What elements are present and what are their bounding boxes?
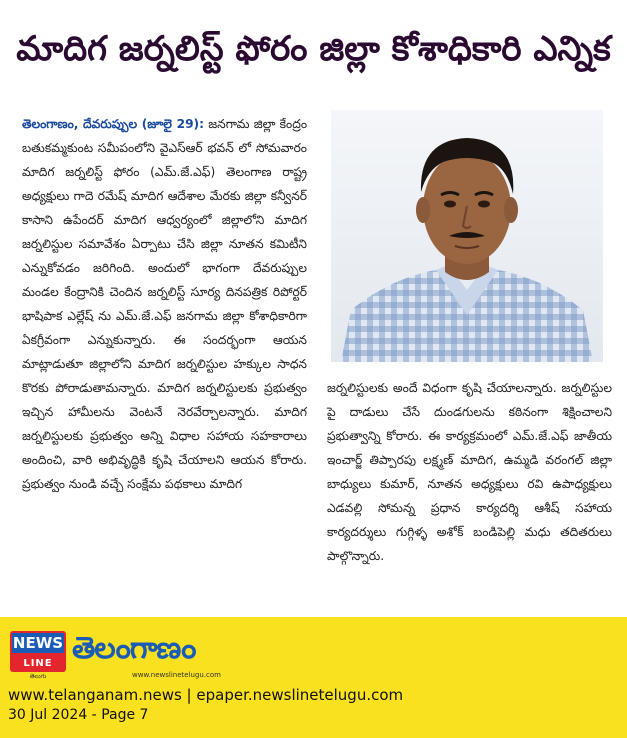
article-left-column	[22, 112, 307, 496]
footer-banner	[0, 617, 627, 738]
telanganam-masthead	[72, 627, 262, 687]
newsline-logo	[10, 631, 66, 680]
article-left-text: జనగామ జిల్లా కేంద్రం బతుకమ్మకుంట సమీపంలోని వైఎస్ఆర్ భవన్ లో సోమవారం మాదిగ జర్నలిస్ట్ ఫోరం (ఎమ్.జే.ఎఫ్) తెలంగాణ రాష్ట్ర అధ్యక్షులు గాదె రమేష్ మాదిగ ఆదేశాల మేరకు జిల్లా కన్వీనర్ కాసాని ఉపేందర్ మాదిగ ఆధ్వర్యంలో జిల్లాలోని మాదిగ జర్నలిస్టుల సమావేశం ఏర్పాటు చేసి జిల్లా నూతన కమిటీని ఎన్నుకోవడం జరిగింది. అందులో భాగంగా దేవరుప్పుల మండల కేంద్రానికి చెందిన జర్నలిస్ట్ సూర్య దినపత్రిక రిపోర్టర్ భాషిపాక ఎల్లేష్ ను ఎమ్.జే.ఎఫ్ జనగామ జిల్లా కోశాధికారిగా ఏకగ్రీవంగా ఎన్నుకున్నారు. ఈ సందర్భంగా ఆయన మాట్లాడుతూ జిల్లాలోని మాదిగ జర్నలిస్టుల హక్కుల సాధన కొరకు పోరాడుతామన్నారు. మాదిగ జర్నలిస్టులకు ప్రభుత్వం ఇచ్చిన హామీలను వెంటనే నెరవేర్చాలన్నారు. మాదిగ జర్నలిస్టులకు ప్రభుత్వం అన్ని విధాల సహాయ సహకారాలు అందించి, వారి అభివృద్ధికి కృషి చేయాలని ఆయన కోరారు. ప్రభుత్వం నుండి వచ్చే సంక్షేమ పథకాలు మాదిగ	[22, 117, 308, 491]
reporter-photo	[331, 110, 603, 362]
headline-block	[0, 0, 627, 100]
footer-date-page: 30 Jul 2024 - Page 7	[8, 707, 149, 723]
logo-line-text: LINE	[10, 655, 66, 672]
headline: మాదిగ జర్నలిస్ట్ ఫోరం జిల్లా కోశాధికారి ఎన్నిక	[16, 29, 611, 70]
logo-tag: తెలుగు	[29, 673, 47, 680]
logo-news-text: NEWS	[10, 631, 66, 655]
portrait-image	[331, 110, 603, 362]
footer-urls: www.telanganam.news | epaper.newslinetelugu.com	[8, 686, 404, 704]
masthead-title: తెలంగాణం	[72, 631, 196, 666]
masthead-website: www.newslinetelugu.com	[132, 671, 221, 679]
article-right-column	[327, 376, 612, 568]
article-right-text: జర్నలిస్టులకు అందే విధంగా కృషి చేయాలన్నారు. జర్నలిస్టుల పై దాడులు చేసే దుండగులను కఠినంగా శిక్షించాలని ప్రభుత్వాన్ని కోరారు. ఈ కార్యక్రమంలో ఎమ్.జే.ఎఫ్ జాతీయ ఇంచార్జ్ తిప్పారపు లక్ష్మణ్ మాదిగ, ఉమ్మడి వరంగల్ జిల్లా బాధ్యులు కుమార్, నూతన అధ్యక్షులు రవి ఉపాధ్యక్షులు ఎడవల్లి సోమన్న ప్రధాన కార్యదర్శి ఆశీష్ సహాయ కార్యదర్శులు గుగ్గిళ్ళ అశోక్ బండిపెల్లి మధు తదితరులు పాల్గొన్నారు.	[327, 381, 612, 563]
dateline: తెలంగాణం, దేవరుప్పుల (జూలై 29):	[22, 117, 204, 131]
